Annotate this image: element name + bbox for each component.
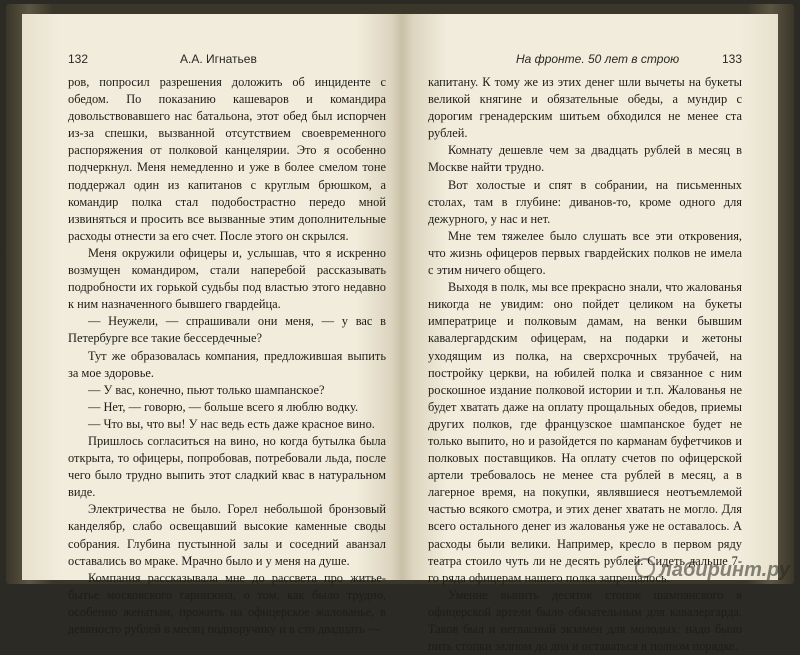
running-title-right: На фронте. 50 лет в строю [516,52,680,66]
paragraph: — Что вы, что вы! У нас ведь есть даже красное вино. [88,416,375,431]
paragraph: Умение выпить десяток стопок шампанского в офицерской артели было обязательным для кавалергарда. Таков был и негласный экзамен для молодых: надо было пить стопки залпом до дна и оставаться в полном порядке. [428,587,742,654]
paragraph: Пришлось согласиться на вино, но когда бутылка была открыта, то офицеры, попробовав, потребовали льда, после чего было трудно выпить этот сладкий квас в натуральном виде. [68,433,386,500]
labirint-logo-icon [635,558,655,578]
running-title-left: А.А. Игнатьев [180,52,257,66]
paragraph: Комнату дешевле чем за двадцать рублей в месяц в Москве найти трудно. [428,143,742,175]
open-book [6,4,794,654]
page-number-right: 133 [721,52,742,66]
right-page [402,14,778,654]
paragraph: Мне тем тяжелее было слушать все эти откровения, что жизнь офицеров первых гвардейских полков не имела с этим ничего общего. [428,228,742,278]
paragraph: Меня окружили офицеры и, услышав, что я искренно возмущен командиром, стали наперебой рассказывать подробности их горькой судьбы под властью этого недавно к ним назначенного бывшего гвардейца. [68,245,386,312]
left-page [22,14,402,636]
watermark-text: лабиринт.ру [659,559,790,581]
site-watermark [635,558,790,582]
paragraph: Электричества не было. Горел небольшой бронзовый канделябр, слабо освещавший высокие каменные своды собрания. Глубина пустынной залы и соседний аванзал оставались во мраке. Мрачно было и у меня на душе. [68,502,386,568]
paragraph: ров, попросил разрешения доложить об инциденте с обедом. По показанию кашеваров и командира довольствовавшего нас батальона, этот обед был испорчен из-за спешки, вызванной отсутствием своевременного распоряжения от полковой канцелярии. Это я особенно подчеркнул. Меня немедленно и уже в более смелом тоне поддержал один из капитанов с круглым брюшком, а командир полка стал подобострастно передо мной извиняться и просить все вызванные этим дополнительные расходы отнести за его счет. После этого он скрылся. [68,75,386,243]
page-number-left: 132 [68,52,89,66]
left-page-text [68,74,386,638]
paragraph: — Нет, — говорю, — больше всего я люблю водку. [88,399,359,414]
paragraph: капитану. К тому же из этих денег шли вычеты на букеты великой княгине и обязательные обеды, а мундир с дорогим гренадерским шитьем обходился не менее ста рублей. [428,75,742,141]
paragraph: Компания рассказывала мне до рассвета про житье-бытье московского гарнизона, о том, как было трудно, особенно женатым, прожить на офицерское жалованье, в девяносто рублей в месяц подпоручику и в сто двадцать — [68,570,386,636]
paragraph: Выходя в полк, мы все прекрасно знали, что жалованья никогда не увидим: оно пойдет целиком на букеты императрице и полковым дамам, на венки бывшим кавалергардским офицерам, на подарки и жетоны уходящим из полка, на сверхсрочных трубачей, на постройку церкви, на юбилей полка и связанное с ним роскошное издание полковой истории и т.п. Жалованья не будет хватать даже на оплату прощальных обедов, приемы других полков, где французское шампанское будет не только выпито, но и разойдется по карманам буфетчиков и полковых поставщиков. На оплату счетов по офицерской артели требовалось не менее ста рублей в месяц, а в лагерное время, на покупки, являвшиеся неотъемлемой частью всякого смотра, и этих денег хватать не могло. Для всего остального денег из жалованья уже не оставалось. А расходы были велики. Например, кресло в первом ряду театра стоило чуть ли не десять рублей. Сидеть дальше 7-го ряда офицерам нашего полка запрещалось. [428,280,742,585]
paragraph: — Неужели, — спрашивали они меня, — у вас в Петербурге все такие бессердечные? [68,314,386,346]
paragraph: Тут же образовалась компания, предложившая выпить за мое здоровье. [68,348,386,380]
paragraph: — У вас, конечно, пьют только шампанское? [88,382,325,397]
paragraph: Вот холостые и спят в собрании, на письменных столах, там в глубине: диванов-то, кроме одного для дежурного, у нас и нет. [428,177,742,226]
